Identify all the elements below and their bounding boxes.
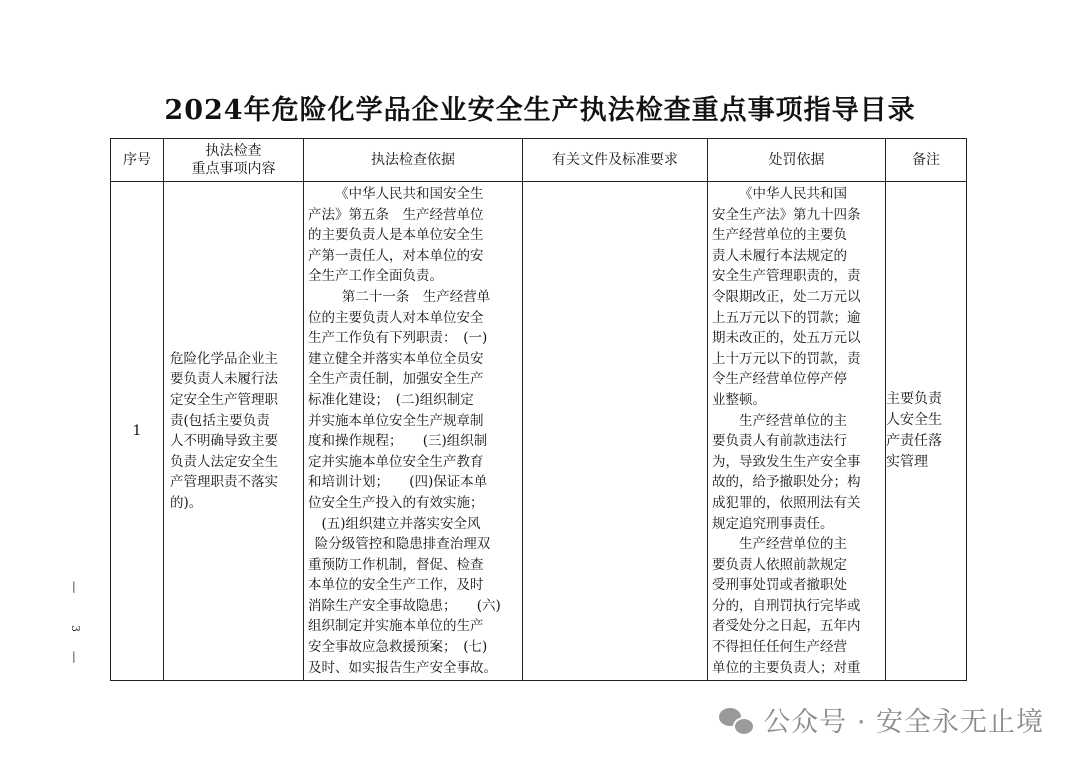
penalty-line: 受刑事处罚或者撤职处 [712, 577, 847, 594]
penalty-line: 期未改正的，处五万元以 [712, 330, 861, 347]
basis-line: 《中华人民共和国安全生 [335, 186, 484, 202]
penalty-line: 《中华人民共和国 [739, 186, 847, 202]
penalty-line: 生产经营单位的主 [739, 536, 847, 553]
basis-line: 第二十一条 生产经营单 [341, 288, 491, 305]
basis-line: 和培训计划； (四)保证本单 [308, 474, 488, 491]
row-item [164, 182, 304, 681]
remark-line: 主要负责 [886, 391, 942, 408]
basis-line: 重预防工作机制，督促、检查 [308, 556, 484, 573]
basis-line: 位的主要负责人对本单位安全 [308, 309, 484, 326]
row-penalty [708, 182, 886, 681]
item-line: 的)。 [170, 494, 203, 511]
basis-line: 位安全生产投入的有效实施； [308, 494, 484, 511]
header-item [164, 139, 304, 182]
item-line: 人不明确导致主要 [170, 433, 278, 450]
header-item-line2: 重点事项内容 [191, 161, 276, 177]
header-penalty: 处罚依据 [708, 139, 886, 182]
basis-line: (五)组织建立并落实安全风 [321, 515, 481, 532]
penalty-line: 令生产经营单位停产停 [712, 371, 847, 388]
basis-line: 并实施本单位安全生产规章制 [308, 412, 484, 429]
basis-line: 产第一责任人，对本单位的安 [308, 247, 484, 264]
item-line: 定安全生产管理职 [170, 391, 278, 408]
row-seq: 1 [111, 182, 164, 681]
basis-line: 建立健全并落实本单位全员安 [308, 350, 484, 367]
penalty-line: 不得担任任何生产经营 [712, 639, 847, 656]
penalty-line: 成犯罪的，依照刑法有关 [712, 494, 861, 511]
basis-line: 全生产责任制，加强安全生产 [308, 371, 484, 388]
basis-line: 全生产工作全面负责。 [308, 268, 443, 285]
inspection-table [110, 138, 967, 681]
remark-line: 人安全生 [886, 412, 942, 429]
page-number: 3 [69, 625, 82, 632]
penalty-line: 上五万元以下的罚款；逾 [712, 309, 861, 326]
table-header-row [111, 139, 967, 182]
page-title: 2024年危险化学品企业安全生产执法检查重点事项指导目录 [164, 95, 916, 126]
watermark [719, 700, 1044, 739]
penalty-line: 故的，给予撤职处分；构 [712, 474, 861, 491]
watermark-text: 公众号 · 安全永无止境 [763, 707, 1044, 738]
basis-line: 生产工作负有下列职责： (一) [308, 330, 488, 347]
penalty-line: 业整顿。 [712, 391, 766, 408]
remark-line: 实管理 [886, 454, 928, 471]
row-basis [304, 182, 523, 681]
row-remark [886, 182, 967, 681]
basis-line: 组织制定并实施本单位的生产 [308, 618, 484, 635]
penalty-line: 生产经营单位的主要负 [712, 227, 847, 244]
wechat-icon [719, 706, 753, 734]
penalty-line: 分的，自刑罚执行完毕或 [712, 597, 861, 614]
penalty-line: 要负责人有前款违法行 [712, 433, 847, 450]
margin-dash-bottom: | [72, 650, 76, 663]
basis-line: 安全事故应急救援预案； (七) [308, 639, 488, 656]
penalty-line: 要负责人依照前款规定 [712, 556, 847, 573]
penalty-line: 安全生产法》第九十四条 [712, 206, 861, 223]
penalty-line: 者受处分之日起，五年内 [712, 618, 861, 635]
basis-line: 及时、如实报告生产安全事故。 [308, 659, 497, 676]
basis-line: 本单位的安全生产工作，及时 [308, 577, 484, 594]
header-remark: 备注 [886, 139, 967, 182]
item-line: 责(包括主要负责 [170, 412, 270, 429]
header-item-line1: 执法检查 [205, 143, 262, 159]
penalty-line: 规定追究刑事责任。 [712, 515, 834, 532]
basis-line: 定并实施本单位安全生产教育 [308, 453, 484, 470]
row-docs [523, 182, 708, 681]
basis-line: 险分级管控和隐患排查治理双 [314, 536, 491, 553]
basis-line: 的主要负责人是本单位安全生 [308, 227, 484, 244]
margin-dash-top: | [72, 580, 76, 593]
item-line: 产管理职责不落实 [170, 474, 278, 491]
item-line: 危险化学品企业主 [170, 350, 278, 367]
penalty-line: 单位的主要负责人；对重 [712, 659, 861, 676]
penalty-line: 为，导致发生生产安全事 [712, 453, 861, 470]
penalty-line: 上十万元以下的罚款，责 [712, 350, 861, 367]
header-basis: 执法检查依据 [304, 139, 523, 182]
basis-line: 标准化建设； (二)组织制定 [308, 391, 474, 408]
basis-line: 度和操作规程； (三)组织制 [308, 433, 488, 450]
penalty-line: 责人未履行本法规定的 [712, 247, 847, 264]
header-docs: 有关文件及标准要求 [523, 139, 708, 182]
basis-line: 消除生产安全事故隐患； (六) [308, 597, 501, 614]
item-line: 负责人法定安全生 [170, 453, 278, 470]
penalty-line: 安全生产管理职责的，责 [712, 268, 861, 285]
header-seq: 序号 [111, 139, 164, 182]
penalty-line: 令限期改正，处二万元以 [712, 288, 861, 305]
table-row [111, 182, 967, 681]
remark-line: 产责任落 [886, 433, 942, 450]
basis-line: 产法》第五条 生产经营单位 [308, 206, 484, 223]
item-line: 要负责人未履行法 [170, 371, 278, 388]
penalty-line: 生产经营单位的主 [739, 412, 847, 429]
